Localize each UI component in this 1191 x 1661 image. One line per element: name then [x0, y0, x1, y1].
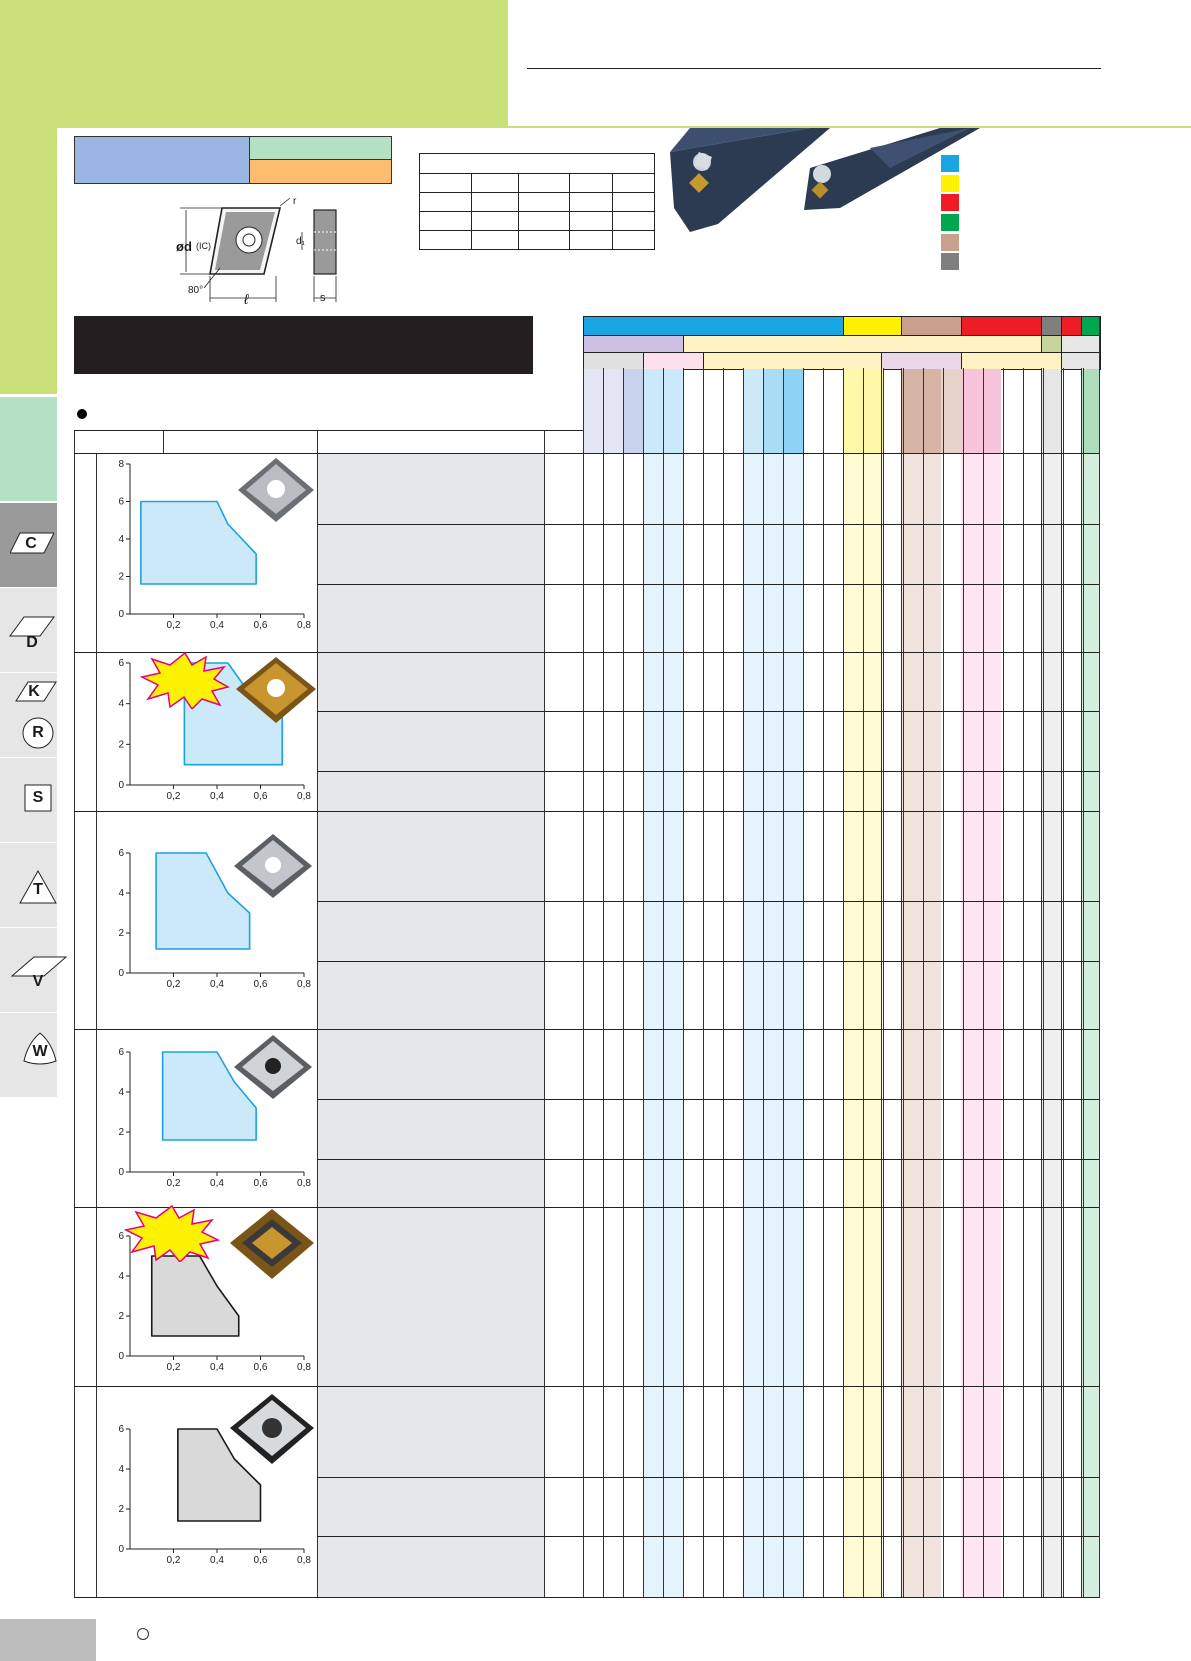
- y-tick-label: 6: [118, 1047, 124, 1058]
- x-tick-label: 0,2: [166, 1362, 181, 1373]
- side-tab-section[interactable]: [0, 396, 57, 501]
- legend-grey-swatch: [941, 253, 959, 270]
- side-tab-k-label: K: [28, 683, 40, 700]
- grade-col-head: [643, 369, 663, 453]
- y-tick-label: 4: [118, 534, 124, 545]
- y-tick-label: 8: [118, 459, 124, 470]
- dimensions-table: [419, 153, 655, 250]
- insert-photo-1: [236, 456, 316, 526]
- grade-column-divider: [663, 368, 664, 1598]
- x-tick-label: 0,6: [253, 620, 268, 631]
- header-band-k: [901, 316, 963, 336]
- grade-column-divider: [723, 368, 724, 1598]
- grade-column-divider: [1063, 368, 1064, 1598]
- table-border: [163, 430, 164, 453]
- header-group-5: [961, 352, 1063, 370]
- side-tab-w[interactable]: [0, 1012, 57, 1097]
- grade-column-divider: [843, 368, 844, 1598]
- grade-col-head: [901, 369, 921, 453]
- grade-column-divider: [683, 368, 684, 1598]
- header-title-rule: [527, 68, 1101, 69]
- x-tick-label: 0,8: [297, 620, 311, 631]
- grade-col-head: [663, 369, 683, 453]
- angle-label: 80°: [188, 285, 204, 296]
- table-subrow-line: [317, 771, 1099, 772]
- grade-column-divider: [881, 368, 882, 1598]
- x-tick-label: 0,6: [253, 1362, 268, 1373]
- new-product-starburst: [124, 1204, 220, 1262]
- table-subrow-line: [317, 1159, 1099, 1160]
- grade-column-divider: [763, 368, 764, 1598]
- grade-column-divider: [1083, 368, 1084, 1598]
- x-tick-label: 0,4: [210, 979, 224, 990]
- x-tick-label: 0,6: [253, 1555, 268, 1566]
- footer-circle-mark: [137, 1628, 149, 1640]
- grade-col-head: [763, 369, 783, 453]
- length-label: ℓ: [244, 291, 249, 307]
- table-border: [544, 430, 545, 1598]
- header-group-4: [881, 352, 963, 370]
- header-band-h: [1061, 316, 1083, 336]
- table-row-line: [74, 1597, 1099, 1598]
- diameter-label: ød: [176, 239, 192, 254]
- side-tab-t[interactable]: [0, 842, 57, 927]
- y-tick-label: 4: [118, 1464, 124, 1475]
- category-box-green: [249, 136, 392, 161]
- table-border: [317, 430, 318, 1598]
- category-box-blue: [74, 136, 251, 184]
- grade-column-divider: [1003, 368, 1004, 1598]
- legend-green-swatch: [941, 214, 959, 231]
- x-tick-label: 0,6: [253, 1178, 268, 1189]
- table-row-line: [74, 811, 1099, 812]
- x-tick-label: 0,4: [210, 1362, 224, 1373]
- grade-col-body: [743, 453, 803, 1598]
- x-tick-label: 0,4: [210, 791, 224, 802]
- grade-column-divider: [903, 368, 904, 1598]
- header-green-block: [0, 0, 508, 128]
- side-tab-v[interactable]: [0, 927, 57, 1012]
- insert-photo-6: [228, 1392, 316, 1466]
- legend-yellow-swatch: [941, 175, 959, 192]
- grade-col-head: [623, 369, 643, 453]
- grade-column-divider: [943, 368, 944, 1598]
- insert-photo-4: [232, 1033, 314, 1103]
- side-green-strip: [0, 128, 57, 394]
- header-group-2: [643, 352, 705, 370]
- y-tick-label: 0: [118, 780, 124, 791]
- grade-col-head: [981, 369, 1001, 453]
- header-band-n: [961, 316, 1043, 336]
- side-tab-c-label: C: [25, 535, 37, 552]
- grade-column-divider: [1043, 368, 1044, 1598]
- new-product-starburst: [140, 651, 230, 709]
- grade-column-divider: [1061, 368, 1062, 1598]
- table-subrow-line: [317, 1099, 1099, 1100]
- x-tick-label: 0,2: [166, 620, 181, 631]
- side-tab-d[interactable]: [0, 587, 57, 672]
- y-tick-label: 2: [118, 928, 124, 939]
- y-tick-label: 4: [118, 1087, 124, 1098]
- x-tick-label: 0,8: [297, 979, 311, 990]
- header-band-s: [1041, 316, 1063, 336]
- application-area: [152, 1256, 239, 1336]
- grade-col-head: [941, 369, 961, 453]
- grade-column-divider: [803, 368, 804, 1598]
- table-subrow-line: [317, 584, 1099, 585]
- table-subrow-line: [317, 901, 1099, 902]
- table-subrow-line: [317, 1536, 1099, 1537]
- side-tab-t-label: T: [33, 881, 43, 898]
- grade-column-divider: [783, 368, 784, 1598]
- section-title-banner: [74, 316, 533, 374]
- side-tab-v-label: V: [32, 973, 44, 990]
- y-tick-label: 0: [118, 1167, 124, 1178]
- grade-col-head: [603, 369, 623, 453]
- x-tick-label: 0,4: [210, 1178, 224, 1189]
- header-band-g: [1081, 316, 1101, 336]
- x-tick-label: 0,8: [297, 791, 311, 802]
- grade-col-body: [901, 453, 941, 1598]
- x-tick-label: 0,4: [210, 1555, 224, 1566]
- y-tick-label: 6: [118, 1231, 124, 1242]
- grade-column-divider: [823, 368, 824, 1598]
- y-tick-label: 6: [118, 848, 124, 859]
- header-band-p: [583, 316, 845, 336]
- grade-col-body: [843, 453, 881, 1598]
- grade-col-head: [921, 369, 941, 453]
- side-tab-d-label: D: [26, 634, 38, 651]
- insert-photo-5: [228, 1207, 316, 1281]
- grade-column-divider: [983, 368, 984, 1598]
- legend-blue-swatch: [941, 155, 959, 172]
- section-bullet: [77, 409, 87, 419]
- table-subrow-line: [317, 524, 1099, 525]
- grade-column-divider: [1041, 368, 1042, 1598]
- table-row-line: [74, 453, 1099, 454]
- y-tick-label: 0: [118, 1544, 124, 1555]
- grade-column-divider: [923, 368, 924, 1598]
- y-tick-label: 2: [118, 1311, 124, 1322]
- grade-column-divider: [623, 368, 624, 1598]
- x-tick-label: 0,8: [297, 1178, 311, 1189]
- y-tick-label: 4: [118, 698, 124, 710]
- table-subrow-line: [317, 711, 1099, 712]
- x-tick-label: 0,6: [253, 791, 268, 802]
- grade-col-head: [1041, 369, 1061, 453]
- grade-column-divider: [643, 368, 644, 1598]
- grade-column-divider: [901, 368, 902, 1598]
- header-group-3: [703, 352, 883, 370]
- grade-col-head: [961, 369, 981, 453]
- diameter-note: (IC): [196, 241, 211, 251]
- x-tick-label: 0,8: [297, 1555, 311, 1566]
- header-band-m: [843, 316, 903, 336]
- side-tab-s-label: S: [32, 789, 44, 806]
- table-border: [583, 368, 584, 1598]
- grade-col-head: [863, 369, 883, 453]
- grade-col-body: [1041, 453, 1061, 1598]
- table-row-line: [74, 1386, 1099, 1387]
- header-group-1: [583, 352, 645, 370]
- table-row-line: [74, 1029, 1099, 1030]
- y-tick-label: 6: [118, 1424, 124, 1435]
- legend-red-swatch: [941, 194, 959, 211]
- thickness-label: s: [320, 292, 326, 304]
- side-tab-c[interactable]: [0, 502, 57, 587]
- grade-column-divider: [1081, 368, 1082, 1598]
- grade-column-divider: [603, 368, 604, 1598]
- y-tick-label: 2: [118, 1127, 124, 1138]
- insert-photo-2: [232, 655, 318, 725]
- y-tick-label: 0: [118, 609, 124, 620]
- y-tick-label: 4: [118, 888, 124, 899]
- table-subrow-line: [317, 1477, 1099, 1478]
- x-tick-label: 0,4: [210, 620, 224, 631]
- hole-diameter-label: d₁: [296, 236, 305, 247]
- description-column: [317, 453, 544, 1598]
- category-box-orange: [249, 159, 392, 184]
- grade-col-body: [961, 453, 1001, 1598]
- grade-column-divider: [1023, 368, 1024, 1598]
- page-number-tab: [0, 1619, 96, 1661]
- y-tick-label: 0: [118, 1351, 124, 1362]
- x-tick-label: 0,8: [297, 1362, 311, 1373]
- y-tick-label: 2: [118, 1504, 124, 1515]
- table-subrow-line: [317, 961, 1099, 962]
- y-tick-label: 2: [118, 739, 124, 751]
- x-tick-label: 0,6: [253, 979, 268, 990]
- grade-column-divider: [963, 368, 964, 1598]
- x-tick-label: 0,2: [166, 791, 181, 802]
- grade-column-divider: [743, 368, 744, 1598]
- grade-col-head: [843, 369, 863, 453]
- table-border: [1099, 316, 1100, 1598]
- y-tick-label: 6: [118, 496, 124, 508]
- table-header-line: [74, 430, 583, 431]
- table-border: [96, 453, 97, 1598]
- side-tab-s[interactable]: [0, 757, 57, 842]
- radius-label: r: [293, 196, 297, 207]
- insert-photo-3: [232, 832, 314, 902]
- grade-col-head: [783, 369, 803, 453]
- grade-col-head: [583, 369, 603, 453]
- grade-column-divider: [703, 368, 704, 1598]
- grade-column-divider: [883, 368, 884, 1598]
- x-tick-label: 0,2: [166, 1555, 181, 1566]
- y-tick-label: 0: [118, 968, 124, 979]
- x-tick-label: 0,2: [166, 979, 181, 990]
- y-tick-label: 4: [118, 1271, 124, 1282]
- grade-column-divider: [863, 368, 864, 1598]
- y-tick-label: 2: [118, 571, 124, 583]
- side-tab-k-r[interactable]: [0, 672, 57, 757]
- grade-col-head: [743, 369, 763, 453]
- table-border: [74, 430, 75, 1598]
- side-tab-w-label: W: [32, 1043, 48, 1060]
- y-tick-label: 6: [118, 658, 124, 669]
- side-tab-r-label: R: [32, 724, 44, 741]
- legend-brown-swatch: [941, 234, 959, 251]
- x-tick-label: 0,2: [166, 1178, 181, 1189]
